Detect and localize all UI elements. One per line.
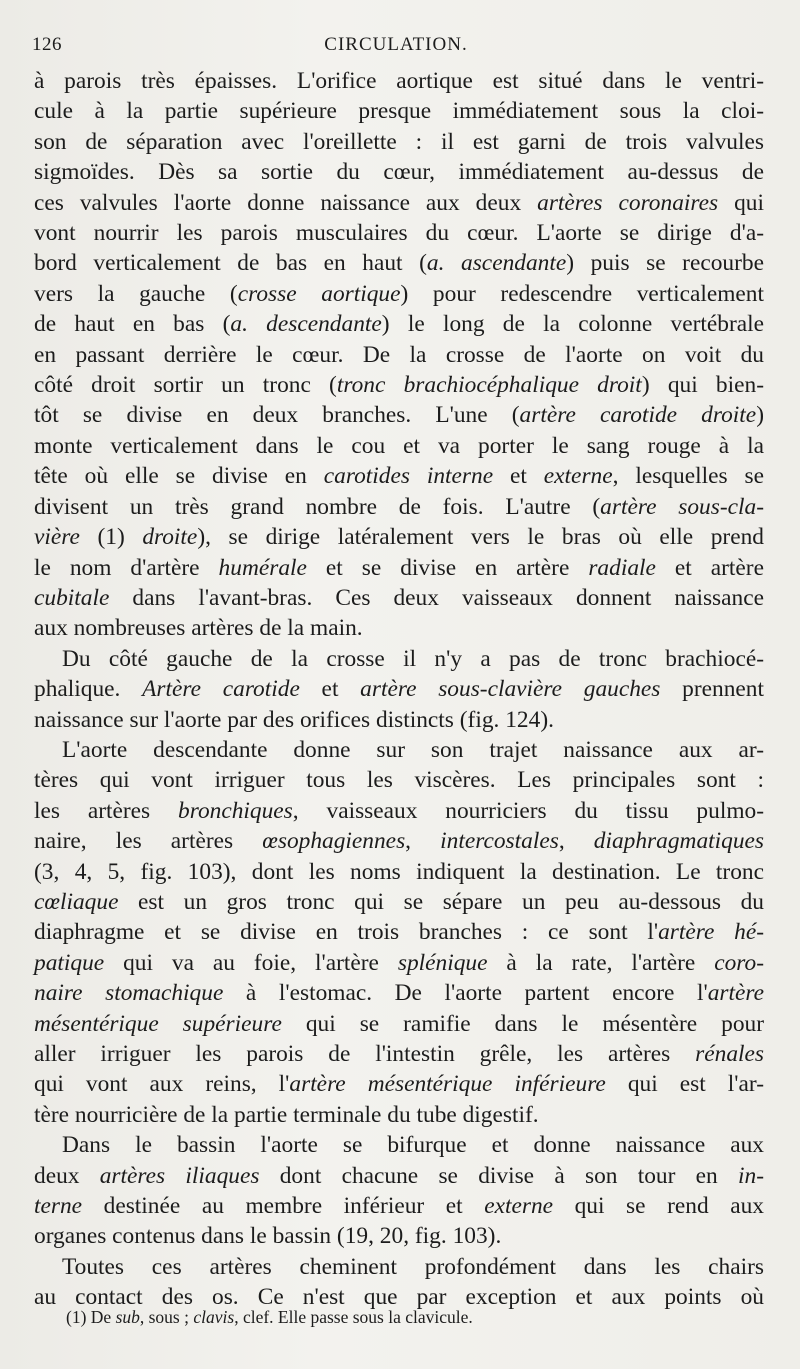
text-line: naissance sur l'aorte par des orifices distincts (fig. 124). — [34, 706, 554, 733]
text-line: L'aorte descendante donne sur son trajet naissance aux ar- — [62, 736, 764, 763]
text-line: tères qui vont irriguer tous les viscères. Les principales sont : — [34, 767, 764, 794]
text-line: cœliaque est un gros tronc qui se sépare un peu au-dessous du — [34, 888, 764, 915]
text-line: phalique. Artère carotide et artère sous-clavière gauches prennent — [34, 676, 764, 703]
paragraph — [34, 735, 764, 1130]
text-line: tère nourricière de la partie terminale du tube digestif. — [34, 1101, 539, 1128]
paragraph — [34, 1130, 764, 1252]
text-line: les artères bronchiques, vaisseaux nourriciers du tissu pulmo- — [34, 797, 764, 824]
text-line: terne destinée au membre inférieur et externe qui se rend aux — [34, 1193, 764, 1220]
text-line: naire, les artères œsophagiennes, intercostales, diaphragmatiques — [34, 828, 765, 855]
text-line: aux nombreuses artères de la main. — [34, 615, 363, 642]
text-line: de haut en bas (a. descendante) le long de la colonne vertébrale — [34, 311, 764, 338]
text-line: bord verticalement de bas en haut (a. ascendante) puis se recourbe — [34, 250, 764, 277]
running-head — [32, 34, 760, 60]
text-line: côté droit sortir un tronc (tronc brachiocéphalique droit) qui bien- — [34, 372, 764, 399]
text-line: Du côté gauche de la crosse il n'y a pas de tronc brachiocé- — [62, 645, 764, 672]
text-line: au contact des os. Ce n'est que par exception et aux points où — [34, 1284, 764, 1311]
text-line: deux artères iliaques dont chacune se divise à son tour en in- — [34, 1162, 764, 1189]
paragraph — [34, 1252, 764, 1313]
text-line: vière (1) droite), se dirige latéralement vers le bras où elle prend — [34, 524, 764, 551]
text-line: cubitale dans l'avant-bras. Ces deux vaisseaux donnent naissance — [34, 584, 764, 611]
footnote: (1) De sub, sous ; clavis, clef. Elle passe sous la clavicule. — [66, 1307, 473, 1327]
text-line: à parois très épaisses. L'orifice aortique est situé dans le ventri- — [34, 68, 764, 94]
text-line: vers la gauche (crosse aortique) pour redescendre verticalement — [34, 280, 764, 307]
text-line: Toutes ces artères cheminent profondément dans les chairs — [62, 1253, 764, 1280]
running-title: CIRCULATION. — [324, 34, 468, 55]
text-line: vont nourrir les parois musculaires du cœur. L'aorte se dirige d'a- — [34, 220, 764, 247]
text-line: naire stomachique à l'estomac. De l'aorte partent encore l'artère — [34, 980, 764, 1007]
text-line: divisent un très grand nombre de fois. L'autre (artère sous-cla- — [34, 493, 764, 520]
text-line: diaphragme et se divise en trois branches : ce sont l'artère hé- — [34, 919, 764, 946]
body-text — [34, 66, 764, 1313]
text-line: mésentérique supérieure qui se ramifie dans le mésentère pour — [34, 1010, 765, 1037]
text-line: cule à la partie supérieure presque immédiatement sous la cloi- — [34, 98, 764, 125]
paragraph — [34, 66, 764, 644]
text-line: monte verticalement dans le cou et va porter le sang rouge à la — [34, 432, 764, 459]
text-line: sigmoïdes. Dès sa sortie du cœur, immédiatement au-dessus de — [34, 159, 764, 186]
text-line: en passant derrière le cœur. De la crosse de l'aorte on voit du — [34, 341, 764, 368]
text-line: tête où elle se divise en carotides interne et externe, lesquelles se — [34, 463, 764, 490]
paragraph — [34, 644, 764, 735]
text-line: ces valvules l'aorte donne naissance aux deux artères coronaires qui — [34, 189, 764, 216]
text-line: tôt se divise en deux branches. L'une (artère carotide droite) — [34, 402, 764, 429]
text-line: patique qui va au foie, l'artère splénique à la rate, l'artère coro- — [34, 949, 764, 976]
text-line: aller irriguer les parois de l'intestin grêle, les artères rénales — [34, 1041, 764, 1067]
page-number: 126 — [32, 34, 62, 55]
text-line: organes contenus dans le bassin (19, 20, fig. 103). — [34, 1223, 502, 1250]
text-line: le nom d'artère humérale et se divise en artère radiale et artère — [34, 554, 764, 581]
text-line: qui vont aux reins, l'artère mésentérique inférieure qui est l'ar- — [34, 1071, 764, 1098]
text-line: (3, 4, 5, fig. 103), dont les noms indiquent la destination. Le tronc — [34, 858, 764, 885]
text-line: son de séparation avec l'oreillette : il est garni de trois valvules — [34, 128, 764, 155]
text-line: Dans le bassin l'aorte se bifurque et donne naissance aux — [62, 1132, 764, 1159]
